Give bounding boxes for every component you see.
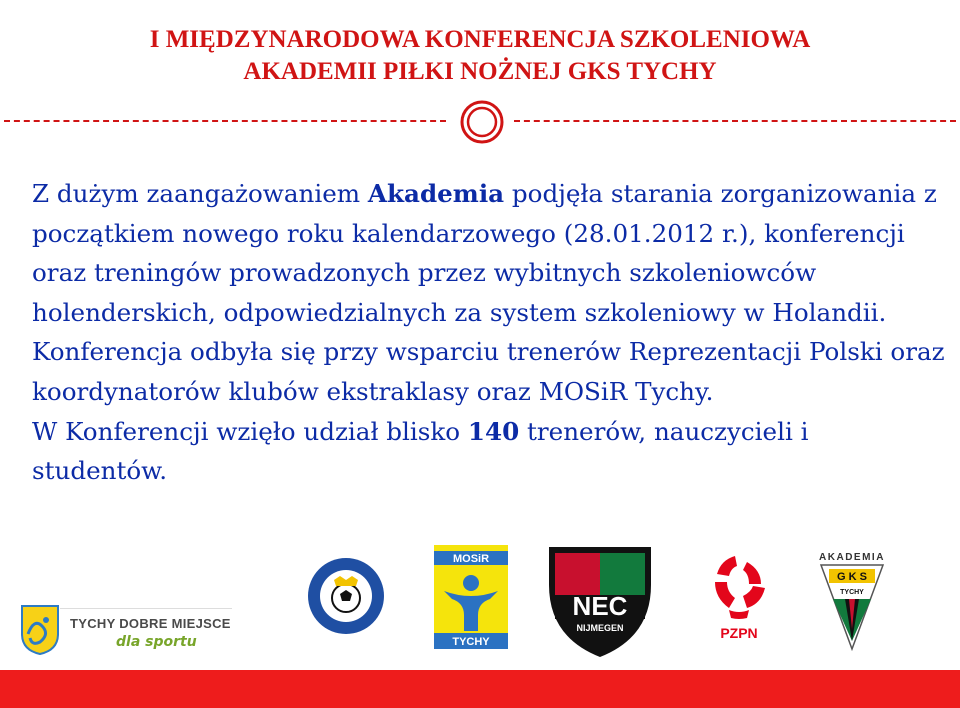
- title-line-2: AKADEMII PIŁKI NOŻNEJ GKS TYCHY: [243, 58, 717, 85]
- divider-left: [4, 120, 446, 122]
- nec-city-text: NIJMEGEN: [576, 623, 624, 633]
- title-line-1: I MIĘDZYNARODOWA KONFERENCJA SZKOLENIOWA: [149, 26, 811, 53]
- tychy-emblem-icon: [20, 604, 60, 656]
- ring-ornament-icon: [456, 98, 508, 148]
- nec-text: NEC: [572, 591, 628, 621]
- sponsor-line-2: dla sportu: [116, 634, 197, 650]
- gks-letters-text: G K S: [837, 571, 867, 583]
- akademia-bold: Akademia: [367, 179, 505, 208]
- paragraph-2: Konferencja odbyła się przy wsparciu trenerów Reprezentacji Polski oraz koordynatorów klubów ekstraklasy oraz MOSiR Tychy.: [32, 337, 945, 406]
- sponsor-line-1: TYCHY DOBRE MIEJSCE: [70, 616, 231, 631]
- pzpn-logo-icon: [707, 552, 771, 644]
- paragraph-1: Z dużym zaangażowaniem Akademia podjęła starania zorganizowania z początkiem nowego roku kalendarzowego (28.01.2012 r.), konferencji oraz treningów prowadzonych przez wybitnych szkoleniowców holenderskich, odpowiedzialnych za system szkoleniowy w Holandii.: [32, 179, 937, 327]
- footer-bar: [0, 670, 960, 708]
- gks-bottom-text: TYCHY: [840, 589, 864, 596]
- divider-right: [514, 120, 956, 122]
- paragraph-3: W Konferencji wzięło udział blisko 140 trenerów, nauczycieli i studentów.: [32, 416, 809, 486]
- mosir-tychy-logo-icon: [434, 545, 508, 649]
- pzpn-text: PZPN: [720, 625, 758, 641]
- mosir-bottom-text: TYCHY: [452, 636, 490, 648]
- nec-nijmegen-logo-icon: [545, 545, 655, 659]
- akademia-gks-logo-icon: [815, 549, 889, 651]
- gks-top-text: AKADEMIA: [819, 552, 885, 563]
- body-text: [32, 174, 947, 491]
- mosir-top-text: MOSiR: [452, 553, 490, 565]
- participant-count: 140: [467, 416, 520, 446]
- slaski-zpn-logo-icon: [306, 556, 386, 636]
